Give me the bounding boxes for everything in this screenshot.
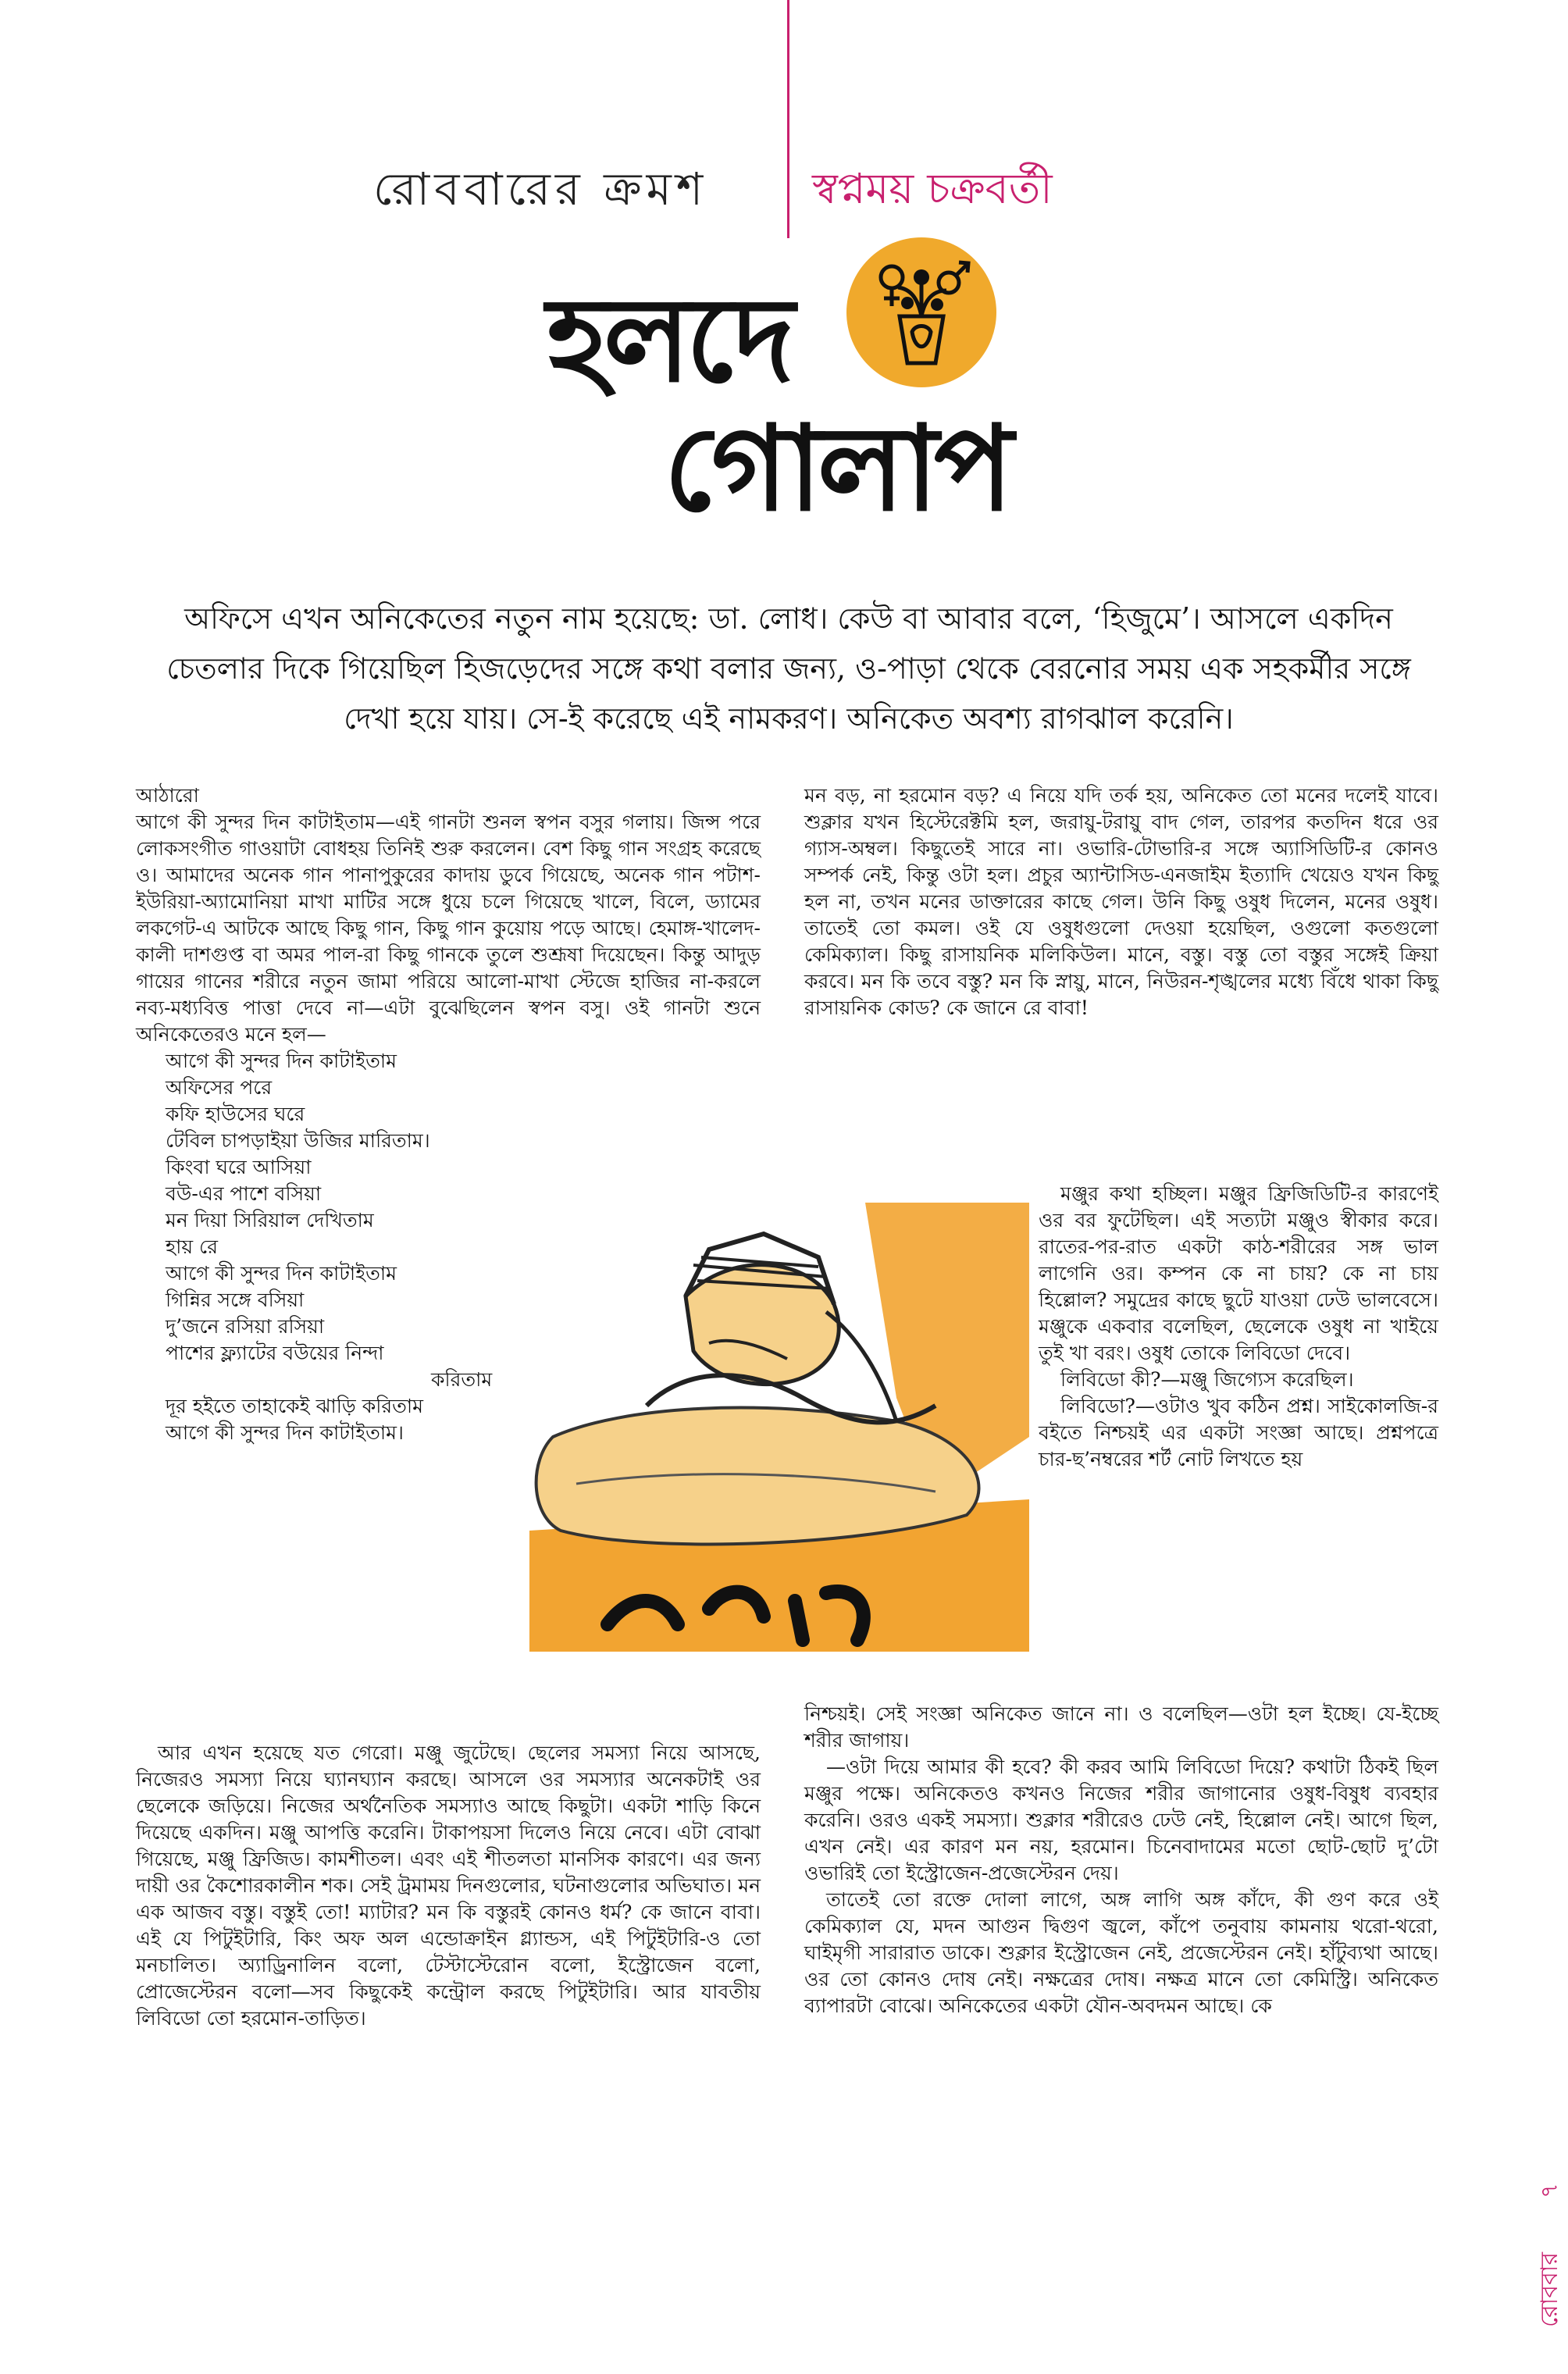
right-column-wrap — [1039, 1181, 1438, 1473]
lyric-line: বউ-এর পাশে বসিয়া — [166, 1182, 322, 1205]
paragraph: আর এখন হয়েছে যত গেরো। মঞ্জু জুটেছে। ছেলের সমস্যা নিয়ে আসছে, নিজেরও সমস্যা নিয়ে ঘ্যানঘ্যান করছে। আসলে ওর সমস্যার অনেকটাই ওর ছেলেকে জড়িয়ে। নিজের অর্থনৈতিক সমস্যাও আছে কিছুটা। একটা শাড়ি কিনে দিয়েছে একদিন। মঞ্জু আপত্তি করেনি। টাকাপয়সা দিলেও নিয়ে নেবে। এটা বোঝা গিয়েছে, মঞ্জু ফ্রিজিড। কামশীতল। এবং এই শীতলতা মানসিক কারণে। এর জন্য দায়ী ওর কৈশোরকালীন শক। সেই ট্রমাময় দিনগুলোর, ঘটনাগুলোর অভিঘাত। মন এক আজব বস্তু। বস্তুই তো! ম্যাটার? মন কি বস্তুরই কোনও ধর্ম? কে জানে বাবা। এই যে পিটুইটারি, কিং অফ অল এন্ডোক্রাইন গ্ল্যান্ডস, এই পিটুইটারি-ও তো মনচালিত। অ্যাড্রিনালিন বলো, টেস্টাস্টেরোন বলো, ইস্ট্রোজেন বলো, প্রোজেস্টেরন বলো—সব কিছুকেই কন্ট্রোল করছে পিটুইটারি। আর যাবতীয় লিবিডো তো হরমোন-তাড়িত। — [136, 1741, 761, 2030]
lyric-line: দু’জনে রসিয়া রসিয়া — [166, 1315, 325, 1338]
lyric-line: আগে কী সুন্দর দিন কাটাইতাম — [166, 1050, 397, 1072]
left-column-continued — [136, 1740, 761, 2032]
paragraph: লিবিডো?—ওটাও খুব কঠিন প্রশ্ন। সাইকোলজি-র বইতে নিশ্চয়ই এর একটা সংজ্ঞা আছে। প্রশ্নপত্রে চার-ছ’নম্বরের শর্ট নোট লিখতে হয় — [1039, 1395, 1438, 1470]
author-name: স্বপ্নময় চক্রবর্তী — [812, 164, 1053, 213]
paragraph: আগে কী সুন্দর দিন কাটাইতাম—এই গানটা শুনল স্বপন বসুর গলায়। জিন্স পরে লোকসংগীত গাওয়াটা বোধহয় তিনিই শুরু করলেন। বেশ কিছু গান সংগ্রহ করেছে ও। আমাদের অনেক গান পানাপুকুরের কাদায় ডুবে গিয়েছে, অনেক গান পটাশ-ইউরিয়া-অ্যামোনিয়া মাখা মাটির সঙ্গে ধুয়ে চলে গিয়েছে খালে, বিলে, ড্যামের লকগেট-এ আটকে আছে কিছু গান, কিছু গান কুয়োয় পড়ে আছে। হেমাঙ্গ-খালেদ-কালী দাশগুপ্ত বা অমর পাল-রা কিছু গানকে তুলে শুশ্রূষা দিয়েছেন। কিন্তু আদুড় গায়ের গানের শরীরে নতুন জামা পরিয়ে আলো-মাখা স্টেজে হাজির না-করলে নব্য-মধ্যবিত্ত পাত্তা দেবে না—এটা বুঝেছিলেন স্বপন বসু। ওই গানটা শুনে অনিকেতেরও মনে হল— — [136, 811, 761, 1046]
lyric-line: আগে কী সুন্দর দিন কাটাইতাম — [166, 1262, 397, 1285]
header-divider — [787, 0, 789, 238]
lyric-line: কফি হাউসের ঘরে — [166, 1103, 305, 1125]
title-line-1: হলদে — [547, 271, 790, 408]
paragraph: মঞ্জুর কথা হচ্ছিল। মঞ্জুর ফ্রিজিডিটি-র কারণেই ওর বর ফুটেছিল। এই সত্যটা মঞ্জুও স্বীকার করে। রাতের-পর-রাত একটা কাঠ-শরীরের সঙ্গ ভাল লাগেনি ওর। কম্পন কে না চায়? কে না চায় হিল্লোল? সমুদ্রের কাছে ছুটে যাওয়া ঢেউ ভালবেসে। মঞ্জুকে একবার বলেছিল, ছেলেকে ওষুধ না খাইয়ে তুই খা বরং। ওষুধ তোকে লিবিডো দেবে। — [1039, 1182, 1438, 1364]
title-line-2: গোলাপ — [664, 400, 1009, 537]
paragraph: তাতেই তো রক্তে দোলা লাগে, অঙ্গ লাগি অঙ্গ কাঁদে, কী গুণ করে ওই কেমিক্যাল যে, মদন আগুন দ্বিগুণ জ্বলে, কাঁপে তনুবায় কামনায় থরো-থরো, ঘাইমৃগী সারারাত ডাকে। শুক্লার ইস্ট্রোজেন নেই, প্রজেস্টেরন নেই। হাঁটুব্যথা আছে। ওর তো কোনও দোষ নেই। নক্ষত্রের দোষ। নক্ষত্র মানে তো কেমিস্ট্রি। অনিকেত ব্যাপারটা বোঝে। অনিকেতের একটা যৌন-অবদমন আছে। কে — [804, 1888, 1438, 2017]
lyric-line: করিতাম — [431, 1368, 493, 1391]
lyric-line: মন দিয়া সিরিয়াল দেখিতাম — [166, 1209, 374, 1232]
sleeping-figure-illustration — [529, 1203, 1029, 1652]
paragraph: লিবিডো কী?—মঞ্জু জিগ্যেস করেছিল। — [1060, 1368, 1354, 1391]
paragraph: নিশ্চয়ই। সেই সংজ্ঞা অনিকেত জানে না। ও বলেছিল—ওটা হল ইচ্ছে। যে-ইচ্ছে শরীর জাগায়। — [804, 1702, 1438, 1752]
lyric-line: টেবিল চাপড়াইয়া উজির মারিতাম। — [166, 1129, 430, 1152]
lyric-line: গিন্নির সঙ্গে বসিয়া — [166, 1289, 305, 1311]
lyric-line: কিংবা ঘরে আসিয়া — [166, 1156, 312, 1178]
lyric-line: পাশের ফ্ল্যাটের বউয়ের নিন্দা — [166, 1342, 384, 1364]
right-column-continued — [804, 1701, 1438, 2019]
paragraph: মন বড়, না হরমোন বড়? এ নিয়ে যদি তর্ক হয়, অনিকেত তো মনের দলেই যাবে। শুক্লার যখন হিস্টেরেক্টমি হল, জরায়ু-টরায়ু বাদ গেল, তারপর কতদিন ধরে ওর গ্যাস-অম্বল। কিছুতেই সারে না। ওভারি-টোভারি-র সঙ্গে অ্যাসিডিটি-র কোনও সম্পর্ক নেই, কিন্তু ওটা হল। প্রচুর অ্যান্টাসিড-এনজাইম ইত্যাদি খেয়েও যখন কিছু হল না, তখন মনের ডাক্তারের কাছে গেল। উনি কিছু ওষুধ দিলেন, মনের ওষুধ। তাতেই তো কমল। ওই যে ওষুধগুলো দেওয়া হয়েছিল, ওগুলো কতগুলো কেমিক্যাল। কিছু রাসায়নিক মলিকিউল। মানে, বস্তু। বস্তু তো বস্তুর সঙ্গেই ক্রিয়া করবে। মন কি তবে বস্তু? মন কি স্নায়ু, মানে, নিউরন-শৃঙ্খলের মধ্যে বিঁধে থাকা কিছু রাসায়নিক কোড? কে জানে রে বাবা! — [804, 784, 1438, 1019]
intro-blurb: অফিসে এখন অনিকেতের নতুন নাম হয়েছে: ডা. লোধ। কেউ বা আবার বলে, ‘হিজুমে’। আসলে একদিন চেতলার দিকে গিয়েছিল হিজড়েদের সঙ্গে কথা বলার জন্য, ও-পাড়া থেকে বেরনোর সময় এক সহকর্মীর সঙ্গে দেখা হয়ে যায়। সে-ই করেছে এই নামকরণ। অনিকেত অবশ্য রাগঝাল করেনি। — [166, 601, 1411, 736]
right-column — [804, 782, 1438, 1021]
paragraph: —ওটা দিয়ে আমার কী হবে? কী করব আমি লিবিডো দিয়ে? কথাটা ঠিকই ছিল মঞ্জুর পক্ষে। অনিকেতও কখনও নিজের শরীর জাগানোর ওষুধ-বিষুধ ব্যবহার করেনি। ওরও একই সমস্যা। শুক্লার শরীরেও ঢেউ নেই, হিল্লোল নেই। আগে ছিল, এখন নেই। এর কারণ মন নয়, হরমোন। চিনেবাদামের মতো ছোট-ছোট দু’টো ওভারিই তো ইস্ট্রোজেন-প্রজেস্টেরন দেয়। — [804, 1756, 1438, 1884]
potted-plant-gender-symbols-icon — [843, 234, 1000, 390]
chapter-label: আঠারো — [136, 784, 199, 807]
lyric-line: হায় রে — [166, 1235, 218, 1258]
lyric-line: আগে কী সুন্দর দিন কাটাইতাম। — [166, 1421, 404, 1444]
page-folio — [1499, 2140, 1563, 2374]
song-lyrics — [136, 1048, 509, 1446]
page-number: ৭ — [1536, 2183, 1563, 2198]
magazine-name: রোববার — [1536, 2252, 1563, 2327]
lyric-line: দূর হইতে তাহাকেই ঝাড়ি করিতাম — [166, 1395, 423, 1417]
series-label: রোববারের ক্রমশ — [373, 162, 708, 216]
lyric-line: অফিসের পরে — [166, 1076, 273, 1099]
